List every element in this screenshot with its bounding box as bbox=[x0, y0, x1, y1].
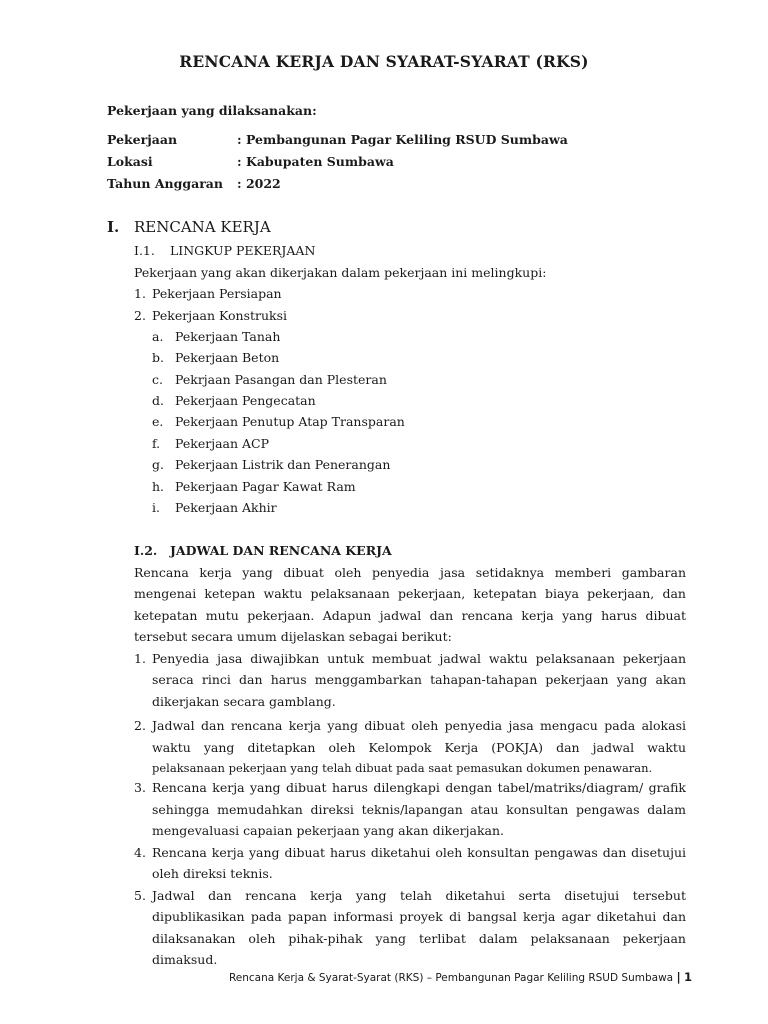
list-item-number: 5. bbox=[134, 888, 146, 903]
sublist-letter: b. bbox=[152, 350, 164, 365]
section-title: RENCANA KERJA bbox=[134, 218, 271, 236]
sublist-letter: e. bbox=[152, 414, 164, 429]
list-item-number: 4. bbox=[134, 845, 146, 860]
list-item-number: 3. bbox=[134, 780, 146, 795]
list-item-line: Penyedia jasa diwajibkan untuk membuat jadwal waktu pelaksanaan pekerjaan bbox=[152, 651, 686, 666]
list-item-line: oleh direksi teknis. bbox=[152, 866, 273, 881]
subsection-intro: Pekerjaan yang akan dikerjakan dalam pekerjaan ini melingkupi: bbox=[134, 265, 547, 280]
paragraph-line: Rencana kerja yang dibuat oleh penyedia jasa setidaknya memberi gambaran bbox=[134, 565, 686, 580]
sublist-letter: c. bbox=[152, 372, 163, 387]
sublist-letter: f. bbox=[152, 436, 161, 451]
sublist-letter: i. bbox=[152, 500, 160, 515]
page-footer bbox=[229, 970, 692, 984]
subsection-title: JADWAL DAN RENCANA KERJA bbox=[170, 543, 392, 558]
sublist-text: Pekerjaan Listrik dan Penerangan bbox=[175, 457, 391, 472]
meta-label-tahun: Tahun Anggaran bbox=[107, 176, 223, 191]
meta-label-pekerjaan: Pekerjaan bbox=[107, 132, 178, 147]
paragraph-line: tersebut secara umum dijelaskan sebagai berikut: bbox=[134, 629, 452, 644]
list-item-number: 1. bbox=[134, 651, 146, 666]
sublist-text: Pekerjaan Beton bbox=[175, 350, 280, 365]
sublist-letter: a. bbox=[152, 329, 164, 344]
list-item-line: pelaksanaan pekerjaan yang telah dibuat pada saat pemasukan dokumen penawaran. bbox=[152, 761, 653, 775]
list-item-line: Jadwal dan rencana kerja yang dibuat oleh penyedia jasa mengacu pada alokasi bbox=[152, 718, 686, 733]
sublist-letter: d. bbox=[152, 393, 164, 408]
list-item-line: dipublikasikan pada papan informasi proyek di bangsal kerja agar diketahui dan bbox=[152, 909, 686, 924]
sublist-text: Pekrjaan Pasangan dan Plesteran bbox=[175, 372, 387, 387]
sublist-text: Pekerjaan ACP bbox=[175, 436, 270, 451]
subsection-number: I.2. bbox=[134, 543, 158, 558]
list-item-text: Pekerjaan Persiapan bbox=[152, 286, 282, 301]
list-item-line: waktu yang ditetapkan oleh Kelompok Kerja (POKJA) dan jadwal waktu bbox=[152, 740, 686, 755]
list-item-text: Pekerjaan Konstruksi bbox=[152, 308, 288, 323]
sublist-text: Pekerjaan Tanah bbox=[175, 329, 281, 344]
subsection-title: LINGKUP PEKERJAAN bbox=[170, 243, 316, 258]
intro-label: Pekerjaan yang dilaksanakan: bbox=[107, 103, 317, 118]
list-item-line: dikerjakan secara gamblang. bbox=[152, 694, 336, 709]
sublist-text: Pekerjaan Akhir bbox=[175, 500, 277, 515]
list-item-line: mengevaluasi capaian pekerjaan yang akan dikerjakan. bbox=[152, 823, 505, 838]
meta-value-tahun: : 2022 bbox=[237, 176, 281, 191]
list-item-line: seraca rinci dan harus menggambarkan tahapan-tahapan pekerjaan yang akan bbox=[152, 672, 686, 687]
sublist-letter: g. bbox=[152, 457, 164, 472]
sublist-text: Pekerjaan Pagar Kawat Ram bbox=[175, 479, 356, 494]
paragraph-line: ketepatan mutu pekerjaan. Adapun jadwal dan rencana kerja yang harus dibuat bbox=[134, 608, 686, 623]
meta-label-lokasi: Lokasi bbox=[107, 154, 153, 169]
sublist-text: Pekerjaan Penutup Atap Transparan bbox=[175, 414, 405, 429]
meta-value-pekerjaan: : Pembangunan Pagar Keliling RSUD Sumbawa bbox=[237, 132, 568, 147]
list-item-line: dilaksanakan oleh pihak-pihak yang terlibat dalam pelaksanaan pekerjaan bbox=[152, 931, 686, 946]
list-item-number: 2. bbox=[134, 308, 146, 323]
list-item-number: 2. bbox=[134, 718, 146, 733]
footer-separator: | bbox=[676, 970, 681, 984]
meta-value-lokasi: : Kabupaten Sumbawa bbox=[237, 154, 394, 169]
list-item-line: Jadwal dan rencana kerja yang telah diketahui serta disetujui tersebut bbox=[152, 888, 686, 903]
document-title: RENCANA KERJA DAN SYARAT-SYARAT (RKS) bbox=[179, 52, 589, 71]
list-item-line: Rencana kerja yang dibuat harus dilengkapi dengan tabel/matriks/diagram/ grafik bbox=[152, 780, 686, 795]
paragraph-line: mengenai ketepan waktu pelaksanaan pekerjaan, ketepatan biaya pekerjaan, dan bbox=[134, 586, 686, 601]
sublist-letter: h. bbox=[152, 479, 165, 494]
page-number: 1 bbox=[683, 970, 692, 984]
section-number: I. bbox=[107, 218, 120, 236]
sublist-text: Pekerjaan Pengecatan bbox=[175, 393, 316, 408]
subsection-number: I.1. bbox=[134, 243, 155, 258]
list-item-number: 1. bbox=[134, 286, 146, 301]
list-item-line: Rencana kerja yang dibuat harus diketahui oleh konsultan pengawas dan disetujui bbox=[152, 845, 686, 860]
list-item-line: sehingga memudahkan direksi teknis/lapangan atau konsultan pengawas dalam bbox=[152, 802, 686, 817]
list-item-line: dimaksud. bbox=[152, 952, 218, 967]
footer-text: Rencana Kerja & Syarat-Syarat (RKS) – Pembangunan Pagar Keliling RSUD Sumbawa bbox=[228, 972, 674, 984]
